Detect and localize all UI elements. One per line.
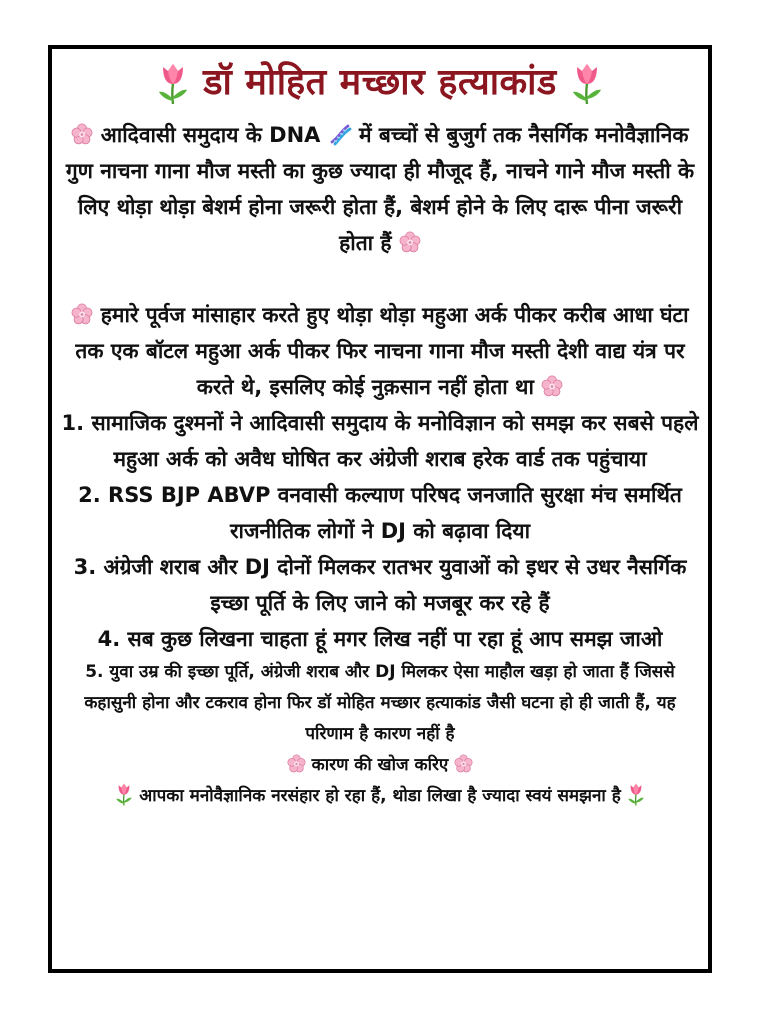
tulip-icon [627, 782, 645, 806]
tulip-icon [571, 61, 603, 105]
cherry-blossom-icon [71, 123, 93, 145]
search-cause-text: कारण की खोज करिए [311, 755, 449, 775]
closing-text: आपका मनोवैज्ञानिक नरसंहार हो रहा हैं, थोडा लिखा है ज्यादा स्वयं समझना है [139, 786, 621, 806]
poster-frame [48, 45, 712, 973]
point-number: 3. [73, 555, 97, 579]
point-number: 5. [85, 662, 104, 682]
cherry-blossom-icon [71, 303, 93, 325]
cherry-blossom-icon [399, 231, 421, 253]
intro-text-2: हमारे पूर्वज मांसाहार करते हुए थोड़ा थोड़ा महुआ अर्क पीकर करीब आधा घंटा तक एक बॉटल महुआ अर्क पीकर फिर नाचना गाना मौज मस्ती देशी वाद्य यंत्र पर करते थे, इसलिए कोई नुक़सान नहीं होता था [75, 303, 689, 399]
tulip-icon [115, 782, 133, 806]
closing-line [60, 781, 700, 812]
point-number: 2. [78, 483, 101, 507]
point-4 [60, 621, 700, 657]
point-text-b: मिलकर ऐसा माहौल खड़ा हो जाता हैं जिससे कहासुनी होना और टकराव होना फिर डॉ मोहित मच्छार हत्याकांड जैसी घटना हो ही जाती हैं, यह परिणाम है कारण नहीं है [84, 662, 676, 744]
paragraph-spacer [60, 261, 700, 297]
point-text-a: वनवासी कल्याण परिषद जनजाति सुरक्षा मंच समर्थित राजनीतिक लोगों ने [229, 483, 682, 543]
acronyms-text: RSS BJP ABVP [108, 483, 271, 507]
poster-title: डॉ मोहित मच्छार हत्याकांड [203, 62, 557, 103]
point-3 [60, 549, 700, 621]
point-text-a: युवा उम्र की इच्छा पूर्ति, अंग्रेजी शराब और [103, 662, 376, 682]
point-number: 4. [97, 627, 121, 651]
search-cause-line [60, 750, 700, 781]
point-text-a: अंग्रेजी शराब और [96, 555, 245, 579]
intro-text-a: आदिवासी समुदाय के [100, 123, 270, 147]
cherry-blossom-icon [287, 754, 306, 773]
point-number: 1. [61, 411, 85, 435]
point-text-b: दोनों मिलकर रातभर युवाओं को इधर से उधर नैसर्गिक इच्छा पूर्ति के लिए जाने को मजबूर कर रहे हैं [210, 555, 687, 615]
cherry-blossom-icon [454, 754, 473, 773]
tulip-icon [157, 61, 189, 105]
dna-text: DNA [269, 123, 321, 147]
dna-icon [328, 122, 352, 146]
intro-paragraph-1 [60, 117, 700, 261]
intro-text-b: में बच्चों से बुजुर्ग तक नैसर्गिक मनोवैज्ञानिक गुण नाचना गाना मौज मस्ती का कुछ ज्यादा ही मौजूद हैं, नाचने गाने मौज मस्ती के लिए थोड़ा थोड़ा बेशर्म होना जरूरी होता हैं, बेशर्म होने के लिए दारू पीना जरूरी होता हैं [65, 123, 695, 255]
dj-text: DJ [375, 662, 396, 682]
intro-paragraph-2 [60, 297, 700, 405]
dj-text: DJ [244, 555, 270, 579]
cherry-blossom-icon [541, 375, 563, 397]
point-2 [60, 477, 700, 549]
point-5 [60, 657, 700, 750]
dj-text: DJ [380, 519, 406, 543]
point-text: सामाजिक दुश्मनों ने आदिवासी समुदाय के मनोविज्ञान को समझ कर सबसे पहले महुआ अर्क को अवैध घोषित कर अंग्रेजी शराब हरेक वार्ड तक पहुंचाया [91, 411, 699, 471]
point-text: सब कुछ लिखना चाहता हूं मगर लिख नहीं पा रहा हूं आप समझ जाओ [120, 627, 663, 651]
point-1 [60, 405, 700, 477]
point-text-b: को बढ़ावा दिया [405, 519, 531, 543]
poster-title-row [60, 57, 700, 109]
